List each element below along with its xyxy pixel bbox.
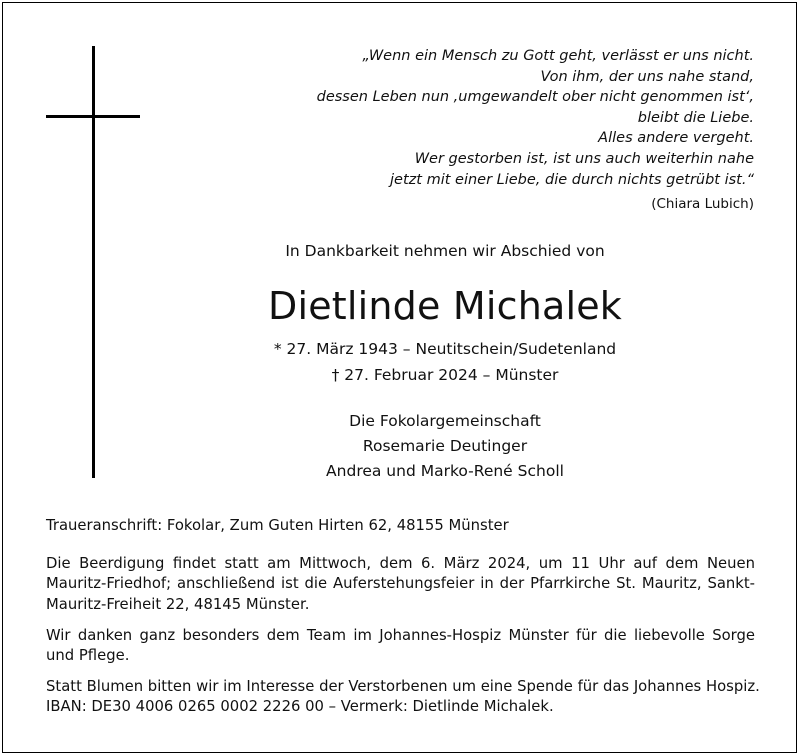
mourner-name: Rosemarie Deutinger xyxy=(362,437,528,455)
deceased-name: Dietlinde Michalek xyxy=(267,284,623,328)
cross-vertical-bar xyxy=(92,46,95,478)
quote-line: Wer gestorben ist, ist uns auch weiterhin nahe xyxy=(414,150,754,167)
mourners-list xyxy=(140,409,750,484)
quote-line: Von ihm, der uns nahe stand, xyxy=(540,68,754,85)
death-date: † 27. Februar 2024 – Münster xyxy=(331,366,559,384)
birth-date: * 27. März 1943 – Neutitschein/Sudetenland xyxy=(273,340,617,358)
quote-line: dessen Leben nun ‚umgewandelt ober nicht genommen ist‘, xyxy=(316,89,754,106)
mourning-address: Traueranschrift: Fokolar, Zum Guten Hirten 62, 48155 Münster xyxy=(46,517,509,534)
mourner-name: Die Fokolargemeinschaft xyxy=(349,412,541,430)
quote-author: (Chiara Lubich) xyxy=(651,196,754,212)
thanks-paragraph: Wir danken ganz besonders dem Team im Johannes-Hospiz Münster für die liebevolle Sorge und Pflege. xyxy=(46,627,755,665)
donation-paragraph xyxy=(46,677,760,718)
quote-line: jetzt mit einer Liebe, die durch nichts getrübt ist.“ xyxy=(390,171,754,188)
quote-line: „Wenn ein Mensch zu Gott geht, verlässt er uns nicht. xyxy=(362,48,754,64)
mourner-name: Andrea und Marko-René Scholl xyxy=(326,462,564,480)
quote-line: Alles andere vergeht. xyxy=(598,130,754,147)
memorial-quote xyxy=(234,46,754,190)
cross-horizontal-bar xyxy=(46,115,140,118)
quote-line: bleibt die Liebe. xyxy=(637,109,754,126)
farewell-intro: In Dankbarkeit nehmen wir Abschied von xyxy=(285,242,605,260)
donation-line: Statt Blumen bitten wir im Interesse der Verstorbenen um eine Spende für das Johannes Hospiz. xyxy=(46,678,760,695)
donation-iban-line: IBAN: DE30 4006 0265 0002 2226 00 – Vermerk: Dietlinde Michalek. xyxy=(46,698,554,716)
funeral-paragraph: Die Beerdigung findet statt am Mittwoch, dem 6. März 2024, um 11 Uhr auf dem Neuen Mauritz-Friedhof; anschließend ist die Auferstehungsfeier in der Pfarrkirche St. Mauritz, Sankt-Mauritz-Freiheit 22, 48145 Münster. xyxy=(46,555,755,613)
